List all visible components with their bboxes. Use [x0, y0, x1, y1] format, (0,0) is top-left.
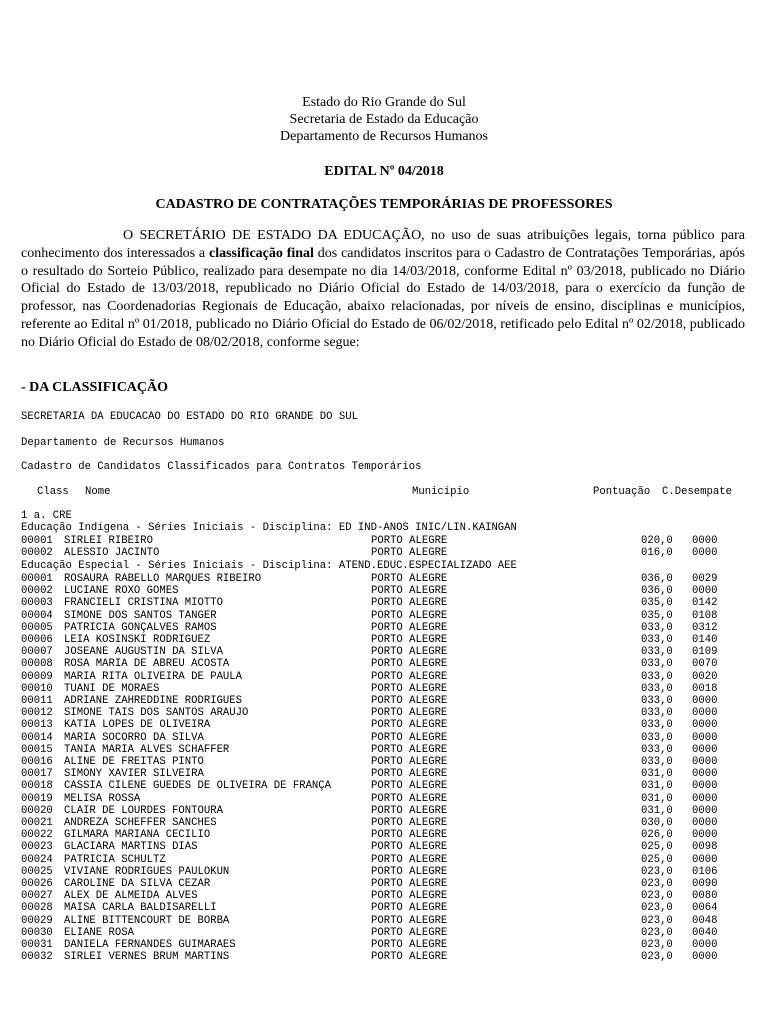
row-municipio: PORTO ALEGRE [371, 731, 448, 744]
row-municipio: PORTO ALEGRE [371, 634, 448, 646]
row-class: 00028 [21, 902, 53, 915]
row-class: 00023 [21, 841, 53, 854]
row-desempate: 0000 [692, 743, 718, 756]
row-desempate: 0000 [692, 939, 718, 951]
row-name: SIMONE TAIS DOS SANTOS ARAUJO [64, 707, 249, 720]
row-class: 00032 [21, 951, 53, 964]
row-municipio: PORTO ALEGRE [371, 597, 448, 610]
row-pontuacao: 023,0 [641, 890, 673, 903]
row-municipio: PORTO ALEGRE [371, 535, 448, 547]
table-row [0, 719, 768, 731]
table-row [0, 890, 768, 902]
listing-title: Cadastro de Candidatos Classificados para Contratos Temporários [21, 461, 422, 473]
row-pontuacao: 023,0 [641, 939, 673, 951]
row-desempate: 0000 [692, 707, 718, 720]
row-name: LUCIANE ROXO GOMES [64, 585, 179, 598]
table-row [0, 707, 768, 719]
row-municipio: PORTO ALEGRE [371, 853, 448, 866]
row-municipio: PORTO ALEGRE [371, 756, 448, 768]
row-pontuacao: 023,0 [641, 951, 673, 964]
row-class: 00019 [21, 792, 53, 805]
document-subject: CADASTRO DE CONTRATAÇÕES TEMPORÁRIAS DE PROFESSORES [155, 197, 613, 212]
table-row [0, 634, 768, 646]
column-header-pontuacao: Pontuação [593, 486, 651, 498]
row-pontuacao: 033,0 [641, 682, 673, 695]
row-name: TUANI DE MORAES [64, 682, 160, 695]
intro-paragraph [21, 227, 745, 352]
column-header-municipio: Município [412, 486, 470, 498]
row-pontuacao: 031,0 [641, 804, 673, 817]
row-class: 00015 [21, 743, 53, 756]
row-pontuacao: 036,0 [641, 585, 673, 598]
row-pontuacao: 025,0 [641, 853, 673, 866]
row-pontuacao: 023,0 [641, 926, 673, 939]
edital-number: EDITAL Nº 04/2018 [324, 164, 444, 179]
table-row [0, 744, 768, 756]
row-pontuacao: 033,0 [641, 707, 673, 720]
row-class: 00026 [21, 878, 53, 890]
row-class: 00007 [21, 646, 53, 659]
table-row [0, 683, 768, 695]
row-municipio: PORTO ALEGRE [371, 768, 448, 781]
row-desempate: 0070 [692, 658, 718, 671]
table-row [0, 671, 768, 683]
row-class: 00024 [21, 853, 53, 866]
row-class: 00002 [21, 547, 53, 560]
row-class: 00025 [21, 865, 53, 878]
row-desempate: 0106 [692, 865, 718, 878]
row-pontuacao: 033,0 [641, 670, 673, 683]
table-row [0, 927, 768, 939]
table-row [0, 768, 768, 780]
row-class: 00009 [21, 670, 53, 683]
row-pontuacao: 033,0 [641, 731, 673, 744]
row-municipio: PORTO ALEGRE [371, 829, 448, 842]
intro-text-start: O SECRETÁRIO DE ESTADO DA EDUCAÇÃO, no uso de suas atribuições legais, torna público para conhecimento dos interessados a [21, 228, 745, 261]
intro-text-end: dos candidatos inscritos para o Cadastro de Contratações Temporárias, após o resultado do Sorteio Público, realizado para desempate no dia 14/03/2018, conforme Edital nº 03/2018, publicado no Diário Oficial do Estado de 13/03/2018, republicado no Diário Oficial do Estado de 14/03/2018, para o exercício da função de professor, nas Coordenadorias Regionais de Educação, abaixo relacionadas, por níveis de ensino, disciplinas e municípios, referente ao Edital nº 01/2018, publicado no Diário Oficial do Estado de 06/02/2018, retificado pelo Edital nº 02/2018, publicado no Diário Oficial do Estado de 08/02/2018, conforme segue: [21, 245, 745, 350]
row-desempate: 0018 [692, 682, 718, 695]
row-class: 00006 [21, 634, 53, 646]
row-municipio: PORTO ALEGRE [371, 878, 448, 890]
row-class: 00027 [21, 890, 53, 903]
row-municipio: PORTO ALEGRE [371, 792, 448, 805]
row-desempate: 0140 [692, 634, 718, 646]
row-desempate: 0000 [692, 780, 718, 793]
row-municipio: PORTO ALEGRE [371, 695, 448, 707]
row-pontuacao: 030,0 [641, 817, 673, 829]
row-desempate: 0098 [692, 841, 718, 854]
group-label-indigena: Educação Indígena - Séries Iniciais - Disciplina: ED IND-ANOS INIC/LIN.KAINGAN [21, 522, 517, 534]
row-desempate: 0000 [692, 768, 718, 781]
row-name: ALEX DE ALMEIDA ALVES [64, 890, 198, 903]
row-name: LEIA KOSINSKI RODRIGUEZ [64, 634, 211, 646]
row-class: 00011 [21, 695, 53, 707]
row-pontuacao: 033,0 [641, 621, 673, 634]
row-name: JOSEANE AUGUSTIN DA SILVA [64, 646, 223, 659]
row-class: 00014 [21, 731, 53, 744]
row-municipio: PORTO ALEGRE [371, 841, 448, 854]
row-pontuacao: 025,0 [641, 841, 673, 854]
row-desempate: 0000 [692, 756, 718, 768]
row-pontuacao: 031,0 [641, 792, 673, 805]
row-desempate: 0108 [692, 609, 718, 622]
row-class: 00003 [21, 597, 53, 610]
row-desempate: 0020 [692, 670, 718, 683]
table-row [0, 829, 768, 841]
state-name: Estado do Rio Grande do Sul [302, 95, 466, 110]
row-municipio: PORTO ALEGRE [371, 547, 448, 560]
cre-label: 1 a. CRE [21, 510, 72, 522]
row-class: 00004 [21, 609, 53, 622]
table-row [0, 610, 768, 622]
row-municipio: PORTO ALEGRE [371, 609, 448, 622]
row-pontuacao: 033,0 [641, 695, 673, 707]
row-class: 00001 [21, 573, 53, 585]
table-row [0, 866, 768, 878]
row-name: DANIELA FERNANDES GUIMARAES [64, 939, 236, 951]
row-desempate: 0000 [692, 817, 718, 829]
row-municipio: PORTO ALEGRE [371, 804, 448, 817]
row-desempate: 0080 [692, 890, 718, 903]
row-municipio: PORTO ALEGRE [371, 670, 448, 683]
row-pontuacao: 033,0 [641, 743, 673, 756]
row-desempate: 0000 [692, 585, 718, 598]
row-municipio: PORTO ALEGRE [371, 939, 448, 951]
row-municipio: PORTO ALEGRE [371, 573, 448, 585]
table-row [0, 597, 768, 609]
table-row [0, 732, 768, 744]
row-desempate: 0000 [692, 829, 718, 842]
row-class: 00029 [21, 914, 53, 927]
row-pontuacao: 033,0 [641, 634, 673, 646]
row-name: MARIA SOCORRO DA SILVA [64, 731, 204, 744]
row-class: 00013 [21, 719, 53, 732]
table-row [0, 780, 768, 792]
row-desempate: 0000 [692, 792, 718, 805]
row-municipio: PORTO ALEGRE [371, 951, 448, 964]
row-name: MAISA CARLA BALDISARELLI [64, 902, 217, 915]
table-row [0, 854, 768, 866]
row-pontuacao: 031,0 [641, 780, 673, 793]
table-row [0, 902, 768, 914]
row-desempate: 0000 [692, 535, 718, 547]
row-name: GLACIARA MARTINS DIAS [64, 841, 198, 854]
row-municipio: PORTO ALEGRE [371, 646, 448, 659]
row-name: CLAIR DE LOURDES FONTOURA [64, 804, 223, 817]
column-header-name: Nome [85, 486, 111, 498]
row-name: ALINE BITTENCOURT DE BORBA [64, 914, 230, 927]
row-name: TANIA MARIA ALVES SCHAFFER [64, 743, 230, 756]
row-municipio: PORTO ALEGRE [371, 817, 448, 829]
row-pontuacao: 023,0 [641, 865, 673, 878]
column-headers [0, 486, 768, 498]
row-municipio: PORTO ALEGRE [371, 914, 448, 927]
row-name: SIMONY XAVIER SILVEIRA [64, 768, 204, 781]
row-desempate: 0000 [692, 719, 718, 732]
row-class: 00005 [21, 621, 53, 634]
table-row [0, 817, 768, 829]
row-name: CAROLINE DA SILVA CEZAR [64, 878, 211, 890]
row-municipio: PORTO ALEGRE [371, 621, 448, 634]
row-municipio: PORTO ALEGRE [371, 865, 448, 878]
row-desempate: 0000 [692, 695, 718, 707]
group-label-especial: Educação Especial - Séries Iniciais - Disciplina: ATEND.EDUC.ESPECIALIZADO AEE [21, 560, 517, 572]
table-row [0, 622, 768, 634]
row-name: PATRICIA GONÇALVES RAMOS [64, 621, 217, 634]
table-row [0, 793, 768, 805]
row-municipio: PORTO ALEGRE [371, 719, 448, 732]
listing-org: SECRETARIA DA EDUCACAO DO ESTADO DO RIO GRANDE DO SUL [21, 411, 358, 423]
row-class: 00008 [21, 658, 53, 671]
row-desempate: 0000 [692, 804, 718, 817]
row-pontuacao: 031,0 [641, 768, 673, 781]
table-row [0, 915, 768, 927]
row-class: 00021 [21, 817, 53, 829]
row-name: SIRLEI VERNES BRUM MARTINS [64, 951, 230, 964]
row-class: 00012 [21, 707, 53, 720]
row-municipio: PORTO ALEGRE [371, 658, 448, 671]
row-municipio: PORTO ALEGRE [371, 743, 448, 756]
row-municipio: PORTO ALEGRE [371, 707, 448, 720]
section-title: - DA CLASSIFICAÇÃO [21, 380, 169, 395]
row-desempate: 0312 [692, 621, 718, 634]
table-row [0, 547, 768, 559]
row-pontuacao: 033,0 [641, 719, 673, 732]
row-pontuacao: 033,0 [641, 646, 673, 659]
row-class: 00016 [21, 756, 53, 768]
row-name: PATRICIA SCHULTZ [64, 853, 166, 866]
row-class: 00010 [21, 682, 53, 695]
row-name: GILMARA MARIANA CECILIO [64, 829, 211, 842]
table-row [0, 878, 768, 890]
row-desempate: 0040 [692, 926, 718, 939]
table-row [0, 573, 768, 585]
row-class: 00020 [21, 804, 53, 817]
row-pontuacao: 035,0 [641, 609, 673, 622]
table-row [0, 841, 768, 853]
listing-dept: Departamento de Recursos Humanos [21, 437, 225, 449]
row-name: ROSA MARIA DE ABREU ACOSTA [64, 658, 230, 671]
table-row [0, 756, 768, 768]
row-name: FRANCIELI CRISTINA MIOTTO [64, 597, 223, 610]
row-class: 00002 [21, 585, 53, 598]
row-class: 00022 [21, 829, 53, 842]
row-pontuacao: 023,0 [641, 878, 673, 890]
row-municipio: PORTO ALEGRE [371, 902, 448, 915]
row-name: ADRIANE ZAHREDDINE RODRIGUES [64, 695, 243, 707]
table-row [0, 658, 768, 670]
row-class: 00018 [21, 780, 53, 793]
row-desempate: 0064 [692, 902, 718, 915]
row-pontuacao: 033,0 [641, 756, 673, 768]
row-municipio: PORTO ALEGRE [371, 890, 448, 903]
row-desempate: 0000 [692, 853, 718, 866]
row-name: ELIANE ROSA [64, 926, 134, 939]
row-class: 00030 [21, 926, 53, 939]
intro-text-bold: classificação final [209, 245, 314, 261]
row-desempate: 0142 [692, 597, 718, 610]
row-name: KATIA LOPES DE OLIVEIRA [64, 719, 211, 732]
row-municipio: PORTO ALEGRE [371, 585, 448, 598]
row-desempate: 0000 [692, 951, 718, 964]
row-municipio: PORTO ALEGRE [371, 780, 448, 793]
row-name: ROSAURA RABELLO MARQUES RIBEIRO [64, 573, 262, 585]
table-row [0, 585, 768, 597]
row-desempate: 0048 [692, 914, 718, 927]
row-name: ANDREZA SCHEFFER SANCHES [64, 817, 217, 829]
row-class: 00001 [21, 535, 53, 547]
row-pontuacao: 016,0 [641, 547, 673, 560]
row-pontuacao: 036,0 [641, 573, 673, 585]
row-desempate: 0109 [692, 646, 718, 659]
column-header-desempate: C.Desempate [662, 486, 732, 498]
row-pontuacao: 035,0 [641, 597, 673, 610]
row-name: ALESSIO JACINTO [64, 547, 160, 560]
row-class: 00017 [21, 768, 53, 781]
row-name: CASSIA CILENE GUEDES DE OLIVEIRA DE FRANÇA [64, 780, 332, 793]
row-name: ALINE DE FREITAS PINTO [64, 756, 204, 768]
table-row [0, 646, 768, 658]
row-pontuacao: 020,0 [641, 535, 673, 547]
column-header-class: Class [37, 486, 69, 498]
row-desempate: 0000 [692, 547, 718, 560]
row-name: MARIA RITA OLIVEIRA DE PAULA [64, 670, 243, 683]
row-municipio: PORTO ALEGRE [371, 926, 448, 939]
table-row [0, 939, 768, 951]
row-desempate: 0090 [692, 878, 718, 890]
row-desempate: 0000 [692, 731, 718, 744]
row-name: SIRLEI RIBEIRO [64, 535, 154, 547]
row-pontuacao: 023,0 [641, 902, 673, 915]
row-municipio: PORTO ALEGRE [371, 682, 448, 695]
row-pontuacao: 026,0 [641, 829, 673, 842]
row-name: SIMONE DOS SANTOS TANGER [64, 609, 217, 622]
secretariat-name: Secretaria de Estado da Educação [289, 112, 479, 127]
row-pontuacao: 033,0 [641, 658, 673, 671]
row-pontuacao: 023,0 [641, 914, 673, 927]
row-name: VIVIANE RODRIGUES PAULOKUN [64, 865, 230, 878]
row-class: 00031 [21, 939, 53, 951]
table-row [0, 695, 768, 707]
department-name: Departamento de Recursos Humanos [280, 129, 488, 144]
row-name: MELISA ROSSA [64, 792, 141, 805]
table-row [0, 535, 768, 547]
table-row [0, 951, 768, 963]
row-desempate: 0029 [692, 573, 718, 585]
table-row [0, 805, 768, 817]
